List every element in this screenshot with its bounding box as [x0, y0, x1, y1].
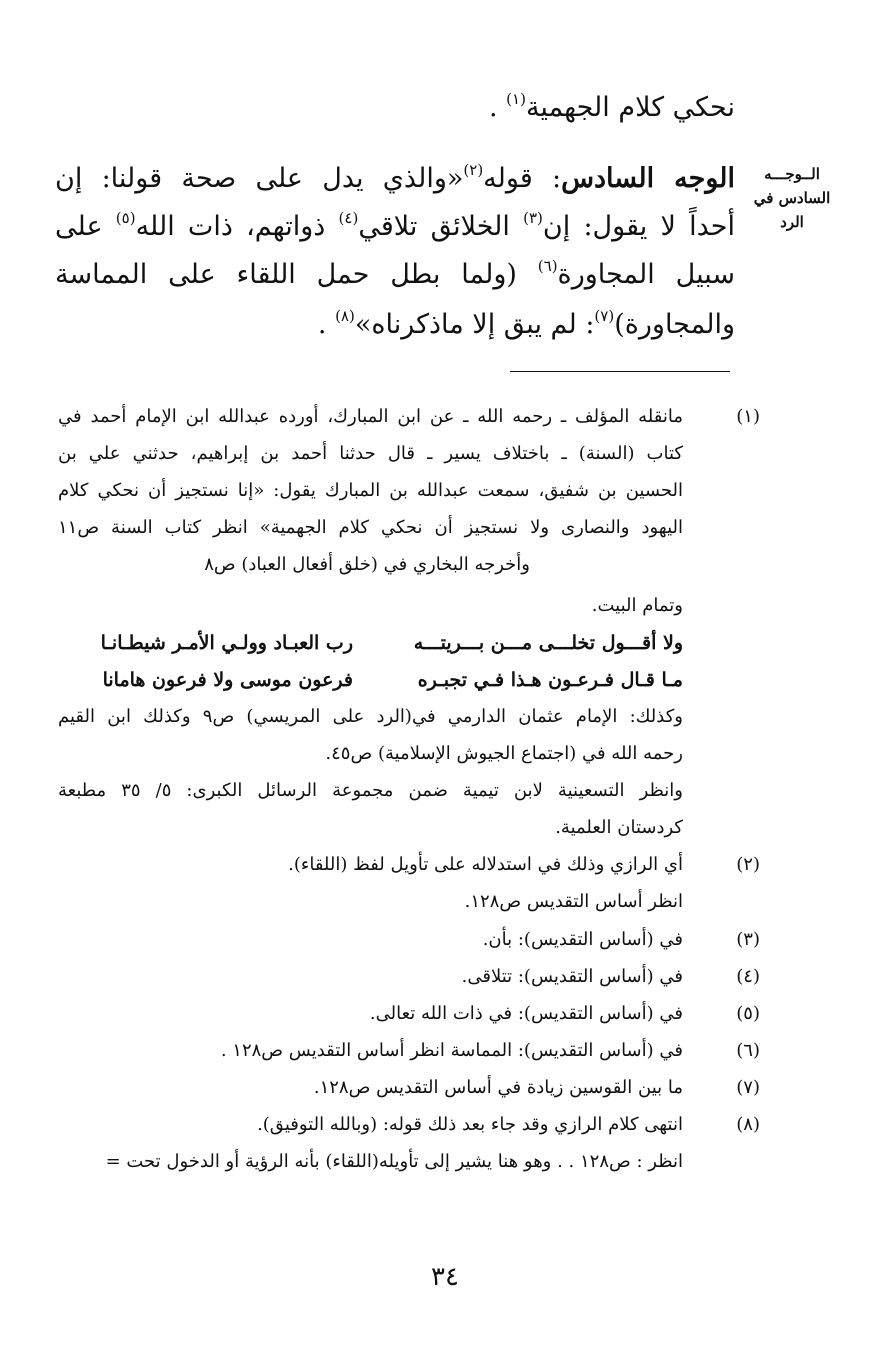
footnote-ref: (٨)	[335, 307, 355, 325]
main-text-segment: : لم يبق إلا ماذكرناه»	[354, 309, 595, 340]
footnote-line: الحسين بن شفيق، سمعت عبدالله بن المبارك يقول: «إنا نستجيز أن نحكي كلام	[58, 480, 683, 501]
footnote-ref: (٢)	[463, 161, 484, 179]
footnote-number: (٢)	[736, 854, 760, 875]
footnote-number: (٤)	[736, 966, 760, 987]
footnote-ref: (٥)	[115, 209, 136, 227]
main-text-segment: .	[489, 92, 507, 123]
main-text-segment: الخلائق تلاقي	[358, 211, 524, 242]
footnote-number: (٦)	[736, 1040, 760, 1061]
verse-hemistich: رب العبـاد وولـي الأمـر شيطـانـا	[100, 632, 353, 654]
footnote-line: انظر : ص١٢٨ . . وهو هنا يشير إلى تأويله(اللقاء) بأنه الرؤية أو الدخول تحت =	[105, 1151, 683, 1172]
footnote-line: ما بين القوسين زيادة في أساس التقديس ص١٢٨.	[313, 1077, 683, 1098]
footnote-line: كردستان العلمية.	[555, 817, 683, 838]
footnote-line: كتاب (السنة) ـ باختلاف يسير ـ قال حدثنا أحمد بن إبراهيم، حدثني علي بن	[58, 443, 683, 464]
main-text-segment: .	[317, 309, 336, 340]
footnote-line: أي الرازي وذلك في استدلاله على تأويل لفظ (اللقاء).	[288, 854, 683, 875]
main-text-segment: ذواتهم، ذات الله	[135, 211, 339, 242]
footnote-ref: (١)	[506, 90, 526, 108]
footnote-line: في (أساس التقديس): المماسة انظر أساس التقديس ص١٢٨ .	[220, 1040, 683, 1061]
main-text-segment: «والذي يدل على صحة قولنا: إن	[55, 163, 464, 194]
footnote-ref: (٣)	[523, 209, 543, 227]
main-text-segment: سبيل المجاورة	[557, 259, 735, 290]
footnote-ref: (٧)	[594, 307, 615, 325]
footnote-number: (٥)	[736, 1003, 760, 1024]
footnote-line: في (أساس التقديس): تتلاقى.	[461, 966, 683, 987]
footnote-line: وتمام البيت.	[591, 595, 683, 616]
verse-hemistich: مـا قـال فـرعـون هـذا فـي تجبـره	[417, 669, 683, 691]
footnote-line: رحمه الله في (اجتماع الجيوش الإسلامية) ص٤٥.	[325, 743, 683, 764]
verse-hemistich: ولا أقـــول تخلـــى مـــن بـــريتـــه	[413, 632, 683, 654]
verse-hemistich: فرعون موسى ولا فرعون هامانا	[102, 669, 353, 691]
page-number: ٣٤	[431, 1262, 459, 1292]
margin-note-line: الــوجـــه	[764, 165, 820, 183]
footnote-line: مانقله المؤلف ـ رحمه الله ـ عن ابن المبارك، أورده عبدالله ابن الإمام أحمد في	[58, 406, 683, 427]
footnote-line: وكذلك: الإمام عثمان الدارمي في(الرد على المريسي) ص٩ وكذلك ابن القيم	[58, 706, 683, 727]
main-text-segment: نحكي كلام الجهمية	[525, 92, 735, 123]
main-text-segment: (ولما بطل حمل اللقاء على المماسة	[55, 259, 538, 290]
margin-note	[746, 162, 838, 234]
section-heading: الوجه السادس	[561, 163, 736, 194]
main-text-line	[55, 291, 735, 350]
footnote-line: انظر أساس التقديس ص١٢٨.	[464, 891, 683, 912]
footnote-line: انتهى كلام الرازي وقد جاء بعد ذلك قوله: (وبالله التوفيق).	[257, 1114, 683, 1135]
footnote-separator	[510, 371, 730, 372]
main-text-segment: قوله	[483, 163, 533, 194]
footnote-number: (١)	[736, 406, 760, 427]
footnote-number: (٣)	[736, 929, 760, 950]
main-text-line	[55, 74, 735, 133]
footnote-ref: (٤)	[338, 209, 359, 227]
footnote-line: وأخرجه البخاري في (خلق أفعال العباد) ص٨	[204, 554, 530, 575]
footnote-number: (٨)	[736, 1114, 760, 1135]
margin-note-line: الرد	[780, 213, 804, 231]
footnote-number: (٧)	[736, 1077, 760, 1098]
footnote-line: في (أساس التقديس): بأن.	[482, 929, 683, 950]
footnote-line: في (أساس التقديس): في ذات الله تعالى.	[369, 1003, 683, 1024]
main-text-segment: على	[55, 211, 116, 242]
footnote-ref: (٦)	[537, 257, 558, 275]
footnote-line: وانظر التسعينية لابن تيمية ضمن مجموعة الرسائل الكبرى: ٥/ ٣٥ مطبعة	[58, 780, 683, 801]
footnote-line: اليهود والنصارى ولا نستجيز أن نحكي كلام الجهمية» انظر كتاب السنة ص١١	[58, 517, 683, 538]
main-text-segment: :	[532, 163, 562, 194]
margin-note-line: السادس في	[753, 189, 831, 207]
main-text-segment: أحداً لا يقول: إن	[542, 211, 735, 242]
main-text-segment: والمجاورة)	[614, 309, 735, 340]
